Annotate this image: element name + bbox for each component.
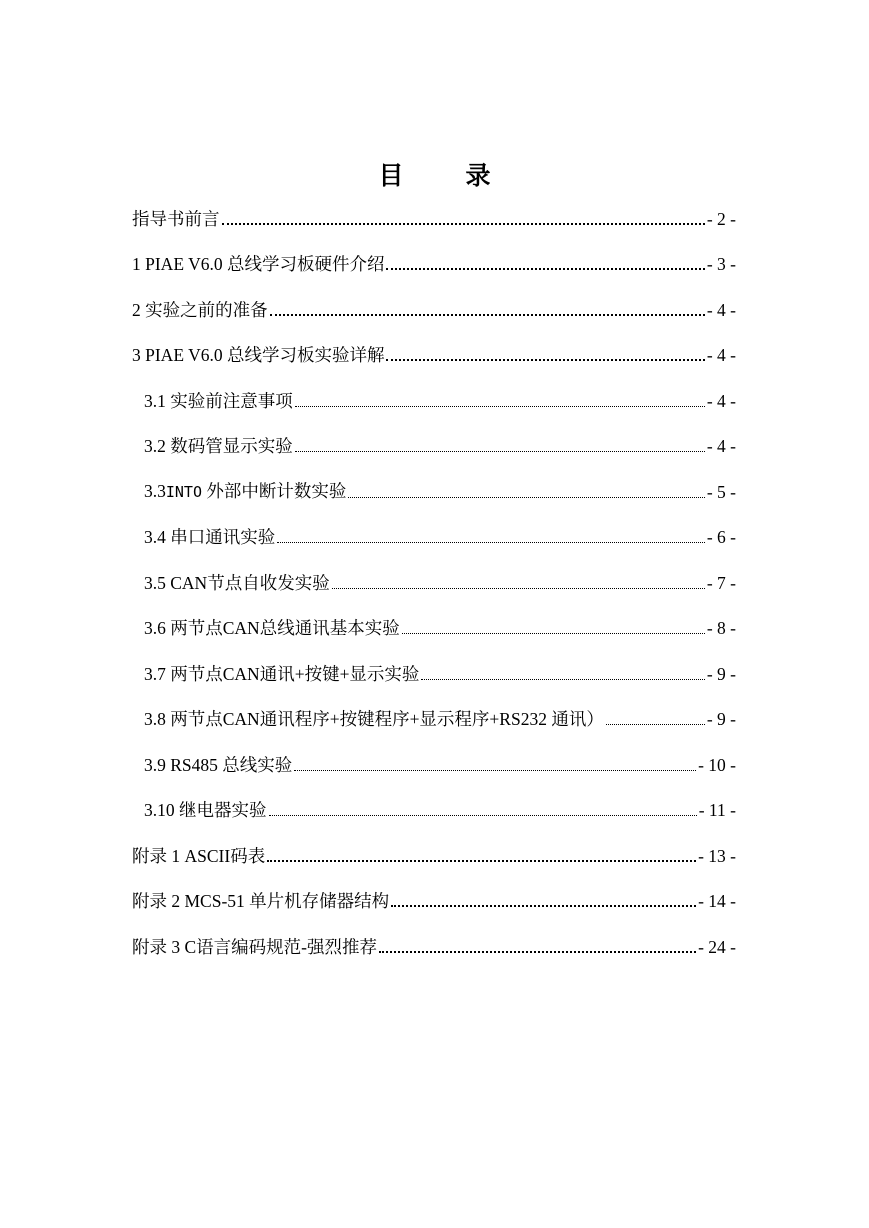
toc-entry-label: 2 实验之前的准备: [132, 300, 268, 320]
toc-entry-3-2[interactable]: [144, 433, 736, 459]
toc-entry-preface[interactable]: [132, 206, 736, 232]
toc-entry-label: 指导书前言: [132, 209, 220, 229]
toc-entry-label: 附录 1 ASCII码表: [132, 846, 266, 866]
toc-entry-label: 3.8 两节点CAN通讯程序+按键程序+显示程序+RS232 通讯）: [144, 709, 604, 729]
toc-entry-label: 3.2 数码管显示实验: [144, 436, 293, 456]
toc-page-number: - 24 -: [698, 937, 736, 957]
toc-entry-1[interactable]: [132, 251, 736, 277]
toc-entry-3[interactable]: [132, 342, 736, 368]
toc-page-number: - 5 -: [706, 482, 736, 502]
title-char-2: 录: [465, 161, 491, 190]
toc-entry-label: 3.7 两节点CAN通讯+按键+显示实验: [144, 664, 420, 684]
toc-entry-label: 3.6 两节点CAN总线通讯基本实验: [144, 618, 400, 638]
toc-entry-label: 3.9 RS485 总线实验: [144, 755, 293, 775]
title-char-1: 目: [378, 161, 404, 190]
toc-entry-label-suffix: 外部中断计数实验: [202, 481, 347, 501]
toc-entry-label-mono: INTO: [165, 483, 202, 501]
toc-page-number: - 7 -: [706, 573, 736, 593]
toc-entry-label: 3.10 继电器实验: [144, 800, 267, 820]
toc-page-number: - 4 -: [706, 300, 736, 320]
toc-entry-3-8[interactable]: [144, 706, 736, 732]
toc-page-number: - 4 -: [706, 436, 736, 456]
toc-page-number: - 8 -: [706, 618, 736, 638]
dot-leader: [332, 588, 705, 589]
toc-entry-appendix-2[interactable]: [132, 888, 736, 914]
toc-entry-label: 1 PIAE V6.0 总线学习板硬件介绍: [132, 254, 385, 274]
toc-page-number: - 3 -: [706, 254, 736, 274]
toc-entry-label: 附录 3 C语言编码规范-强烈推荐: [132, 937, 377, 957]
toc-entry-3-10[interactable]: [144, 797, 736, 823]
dot-leader: [294, 770, 696, 771]
dot-leader: [402, 633, 705, 634]
toc-entry-3-4[interactable]: [144, 524, 736, 550]
dot-leader: [269, 815, 697, 816]
toc-entry-label: [144, 478, 346, 505]
toc-page-number: - 2 -: [706, 209, 736, 229]
dot-leader: [295, 406, 705, 407]
dot-leader: [270, 314, 705, 316]
dot-leader: [379, 951, 696, 953]
dot-leader: [421, 679, 704, 680]
toc-entry-label: 3.4 串口通讯实验: [144, 527, 276, 547]
dot-leader: [391, 905, 696, 907]
dot-leader: [295, 451, 705, 452]
dot-leader: [277, 542, 705, 543]
toc-entry-3-3[interactable]: [144, 479, 736, 505]
toc-page-number: - 9 -: [706, 664, 736, 684]
toc-entry-3-6[interactable]: [144, 615, 736, 641]
dot-leader: [222, 223, 705, 225]
toc-page-number: - 13 -: [698, 846, 736, 866]
toc-page-number: - 4 -: [706, 391, 736, 411]
toc-entry-2[interactable]: [132, 297, 736, 323]
toc-entry-3-5[interactable]: [144, 570, 736, 596]
toc-entry-3-9[interactable]: [144, 752, 736, 778]
toc-page-number: - 6 -: [706, 527, 736, 547]
toc-entry-label: 附录 2 MCS-51 单片机存储器结构: [132, 891, 390, 911]
dot-leader: [267, 860, 696, 862]
toc-entry-appendix-3[interactable]: [132, 934, 736, 960]
toc-entry-3-1[interactable]: [144, 388, 736, 414]
toc-page-number: - 4 -: [706, 345, 736, 365]
dot-leader: [606, 724, 705, 725]
toc-page-number: - 9 -: [706, 709, 736, 729]
dot-leader: [386, 268, 704, 270]
dot-leader: [386, 359, 704, 361]
toc-entry-label: 3.5 CAN节点自收发实验: [144, 573, 330, 593]
toc-page-number: - 14 -: [698, 891, 736, 911]
toc-page-number: - 11 -: [698, 800, 736, 820]
toc-entry-label-prefix: 3.3: [144, 481, 166, 501]
dot-leader: [348, 497, 704, 498]
toc-entry-label: 3 PIAE V6.0 总线学习板实验详解: [132, 345, 385, 365]
toc-entry-appendix-1[interactable]: [132, 843, 736, 869]
toc-entry-label: 3.1 实验前注意事项: [144, 391, 293, 411]
toc-page-number: - 10 -: [698, 755, 736, 775]
toc-entry-3-7[interactable]: [144, 661, 736, 687]
